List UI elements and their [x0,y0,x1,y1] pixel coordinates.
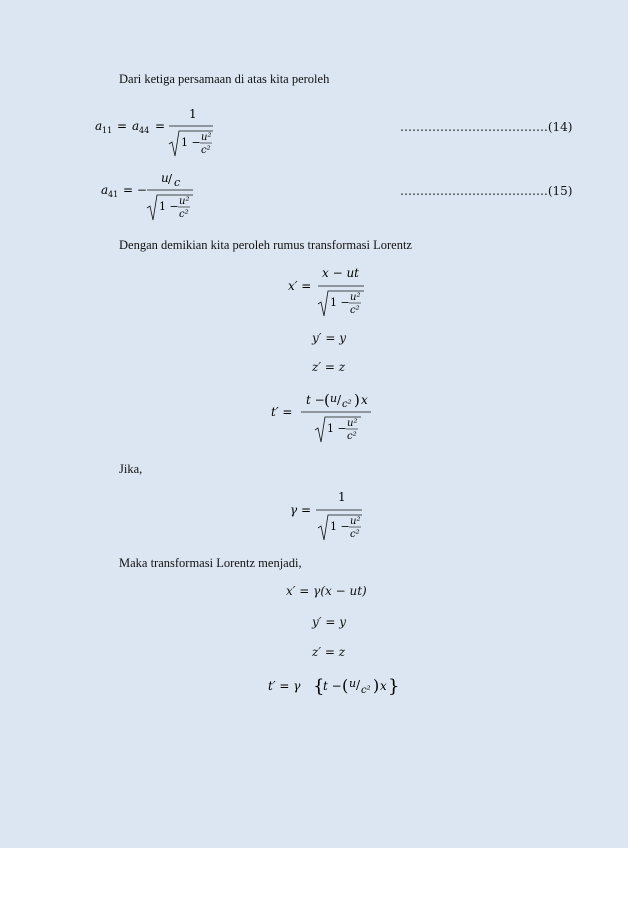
svg-text:t′ =: t′ = [271,405,293,419]
svg-text:c: c [174,176,181,189]
svg-text:= −: = − [123,183,147,197]
svg-text:u²: u² [350,292,361,303]
svg-text:x: x [380,679,387,693]
svg-text:/: / [168,172,173,186]
svg-text:/: / [356,678,361,692]
svg-text:u²: u² [350,516,361,527]
svg-text:c²: c² [350,529,360,540]
lorentz-intro-text: Dengan demikian kita peroleh rumus transformasi Lorentz [119,238,412,252]
svg-text:=: = [155,119,166,133]
svg-text:1 −: 1 − [330,520,350,533]
equation-14 [95,104,225,160]
svg-text:): ) [354,391,360,409]
equation-z-prime: z′ = z [312,360,346,374]
equation-number-14: ……………………………….(14) [400,120,573,134]
svg-text:x: x [361,393,368,407]
svg-text:t −: t − [306,393,325,407]
svg-text:a: a [132,119,140,133]
svg-text:u: u [349,677,357,690]
svg-text:{: { [313,676,325,697]
intro-text: Dari ketiga persamaan di atas kita peroleh [119,72,330,86]
equation-x-prime [288,264,368,316]
equation-gamma [290,488,370,542]
svg-text:γ =: γ = [290,503,312,517]
equation-z-prime-2: z′ = z [312,645,346,659]
svg-text:11: 11 [102,126,113,135]
svg-text:1: 1 [189,107,197,121]
svg-text:1: 1 [338,490,346,504]
svg-text:}: } [388,676,400,697]
svg-text:t −: t − [323,679,342,693]
svg-text:c²: c² [342,399,352,410]
svg-text:x − ut: x − ut [322,266,360,280]
svg-text:1 −: 1 − [181,136,201,149]
svg-text:c²: c² [179,209,189,220]
equation-x-gamma: x′ = γ(x − ut) [286,584,367,598]
equation-15 [101,168,201,224]
svg-text:(: ( [324,391,330,409]
svg-text:/: / [337,393,342,407]
jika-text: Jika, [119,462,143,476]
equation-t-prime [271,388,381,448]
svg-text:c²: c² [350,305,360,316]
svg-text:1 −: 1 − [327,422,347,435]
svg-text:c²: c² [361,685,371,696]
svg-text:u²: u² [179,196,190,207]
svg-text:1 −: 1 − [159,200,179,213]
svg-text:=: = [117,119,128,133]
svg-text:c²: c² [347,431,357,442]
svg-text:41: 41 [108,190,119,199]
equation-y-prime: y′ = y [312,331,346,345]
svg-text:x′ =: x′ = [288,279,312,293]
svg-text:c²: c² [201,145,211,156]
svg-text:1 −: 1 − [330,296,350,309]
equation-y-prime-2: y′ = y [312,615,346,629]
svg-text:u: u [330,392,338,405]
svg-text:): ) [373,676,380,695]
svg-text:(: ( [342,676,349,695]
maka-text: Maka transformasi Lorentz menjadi, [119,556,302,570]
svg-text:u²: u² [347,418,358,429]
svg-text:44: 44 [139,126,150,135]
svg-text:t′ = γ: t′ = γ [268,679,301,693]
equation-number-15: ……………………………….(15) [400,184,573,198]
svg-text:a: a [95,119,103,133]
equation-t-gamma [268,670,398,702]
svg-text:u: u [161,171,169,185]
svg-text:u²: u² [201,132,212,143]
svg-text:a: a [101,183,109,197]
